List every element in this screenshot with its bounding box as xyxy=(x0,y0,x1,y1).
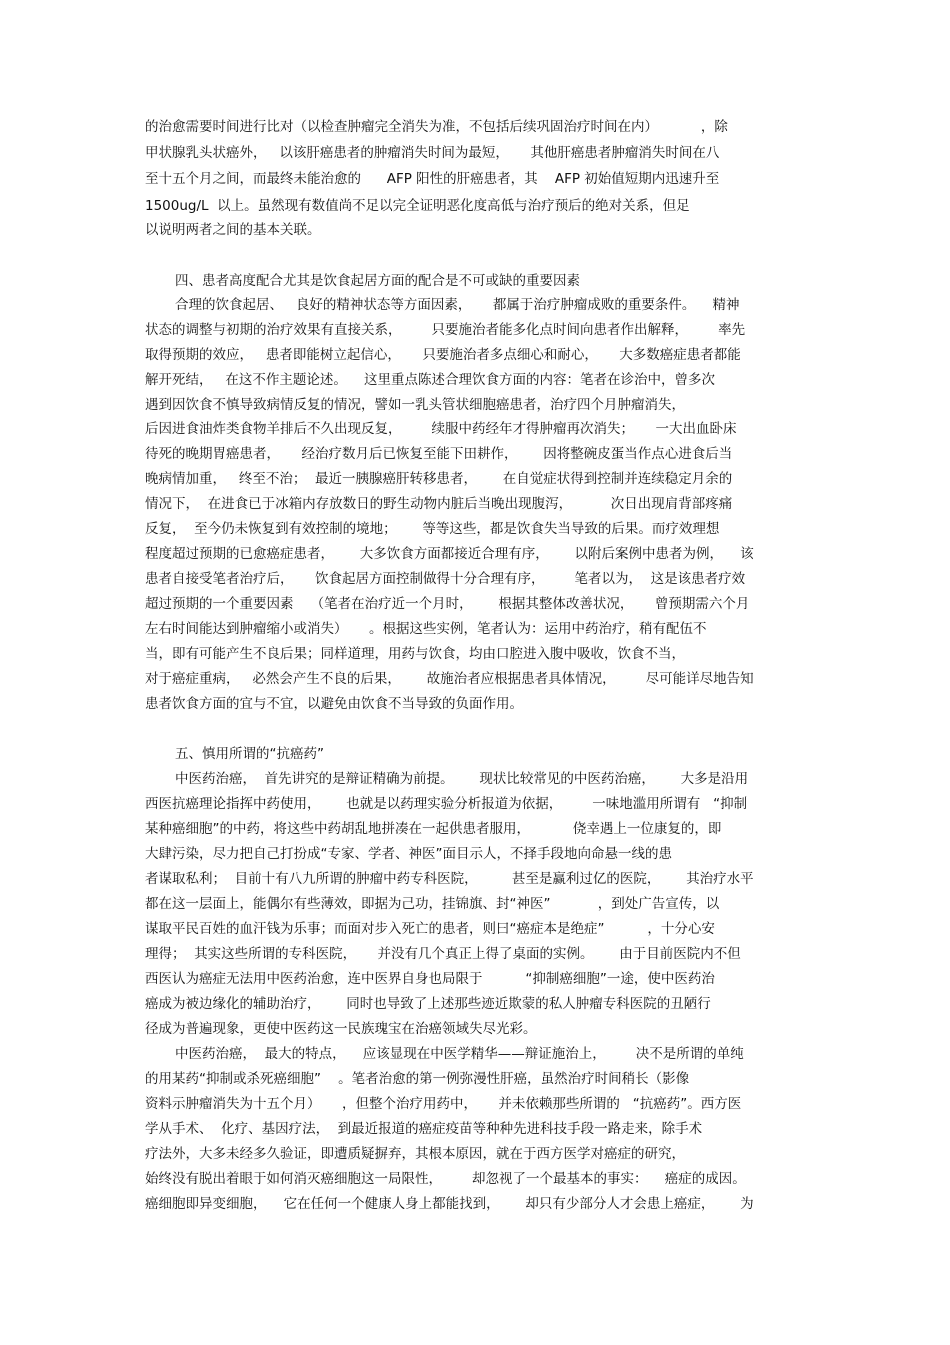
text-line: 径成为普遍现象，更使中医药这一民族瑰宝在治癌领域失尽光彩。 xyxy=(145,1021,537,1037)
section-heading: 五、慎用所谓的“抗癌药” xyxy=(175,746,324,762)
text-line: 后因进食油炸类食物羊排后不久出现反复， 续服中药经年才得肿瘤再次消失； 一大出血卧床 xyxy=(145,421,737,437)
text-line: 都在这一层面上，能偶尔有些薄效，即据为己功，挂锦旗、封“神医” ，到处广告宣传，以 xyxy=(145,896,720,912)
text-line: 患者自接受笔者治疗后， 饮食起居方面控制做得十分合理有序， 笔者以为， 这是该患者疗效 xyxy=(145,571,746,587)
text-line: 疗法外，大多未经多久验证，即遭质疑摒弃，其根本原因，就在于西方医学对癌症的研究， xyxy=(145,1146,685,1162)
text-line: 西医认为癌症无法用中医药治愈，连中医界自身也局限于 “抑制癌细胞”一途，使中医药治 xyxy=(145,971,715,987)
text-line: 状态的调整与初期的治疗效果有直接关系， 只要施治者能多化点时间向患者作出解释， 率先 xyxy=(145,322,746,338)
text-line: 大肆污染，尽力把自己打扮成“专家、学者、神医”面目示人，不择手段地向命悬一线的患 xyxy=(145,846,672,862)
section-heading: 四、患者高度配合尤其是饮食起居方面的配合是不可或缺的重要因素 xyxy=(175,273,580,289)
text-line: 癌成为被边缘化的辅助治疗， 同时也导致了上述那些迹近欺蒙的私人肿瘤专科医院的丑陋行 xyxy=(145,996,711,1012)
text-line: 解开死结， 在这不作主题论述。 这里重点陈述合理饮食方面的内容：笔者在诊治中，曾多次 xyxy=(145,372,716,388)
text-line: 对于癌症重病， 必然会产生不良的后果， 故施治者应根据患者具体情况， 尽可能详尽地告知 xyxy=(145,671,754,687)
text-line: 1500ug/L 以上。虽然现有数值尚不足以完全证明恶化度高低与治疗预后的绝对关系，但足 xyxy=(145,198,690,214)
text-line: 中医药治癌， 首先讲究的是辩证精确为前提。 现状比较常见的中医药治癌， 大多是沿用 xyxy=(175,771,749,787)
text-line: 遇到因饮食不慎导致病情反复的情况，譬如一乳头管状细胞癌患者，治疗四个月肿瘤消失， xyxy=(145,397,685,413)
text-line: 资料示肿瘤消失为十五个月） ，但整个治疗用药中， 并未依赖那些所谓的 “抗癌药”。西方医 xyxy=(145,1096,742,1112)
text-line: 至十五个月之间，而最终未能治愈的 AFP 阳性的肝癌患者，其 AFP 初始值短期内迅速升至 xyxy=(145,171,720,187)
text-line: 甲状腺乳头状癌外， 以该肝癌患者的肿瘤消失时间为最短， 其他肝癌患者肿瘤消失时间在八 xyxy=(145,145,720,161)
text-line: 左右时间能达到肿瘤缩小或消失） 。根据这些实例，笔者认为：运用中药治疗，稍有配伍不 xyxy=(145,621,707,637)
text-line: 理得； 其实这些所谓的专科医院， 并没有几个真正上得了桌面的实例。 由于目前医院内不但 xyxy=(145,946,741,962)
text-line: 谋取平民百姓的血汗钱为乐事；而面对步入死亡的患者，则曰“癌症本是绝症” ，十分心安 xyxy=(145,921,715,937)
text-line: 合理的饮食起居、 良好的精神状态等方面因素， 都属于治疗肿瘤成败的重要条件。 精神 xyxy=(175,297,740,313)
text-line: 程度超过预期的已愈癌症患者， 大多饮食方面都接近合理有序， 以附后案例中患者为例， 该 xyxy=(145,546,754,562)
text-line: 反复， 至今仍未恢复到有效控制的境地； 等等这些，都是饮食失当导致的后果。而疗效理想 xyxy=(145,521,720,537)
text-line: 西医抗癌理论指挥中药使用， 也就是以药理实验分析报道为依据， 一味地滥用所谓有 “抑制 xyxy=(145,796,748,812)
text-line: 的治愈需要时间进行比对（以检查肿瘤完全消失为准，不包括后续巩固治疗时间在内） ，除 xyxy=(145,119,728,135)
text-line: 晚病情加重， 终至不治； 最近一胰腺癌肝转移患者， 在自觉症状得到控制并连续稳定月余的 xyxy=(145,471,733,487)
text-line: 当，即有可能产生不良后果；同样道理，用药与饮食，均由口腔进入腹中吸收，饮食不当， xyxy=(145,646,685,662)
text-line: 的用某药“抑制或杀死癌细胞” 。笔者治愈的第一例弥漫性肝癌，虽然治疗时间稍长（影像 xyxy=(145,1071,690,1087)
text-line: 始终没有脱出着眼于如何消灭癌细胞这一局限性， 却忽视了一个最基本的事实： 癌症的成因。 xyxy=(145,1171,746,1187)
text-line: 超过预期的一个重要因素 （笔者在治疗近一个月时， 根据其整体改善状况， 曾预期需六个月 xyxy=(145,596,750,612)
text-line: 学从手术、 化疗、基因疗法， 到最近报道的癌症疫苗等种种先进科技手段一路走来，除手术 xyxy=(145,1121,703,1137)
text-line: 某种癌细胞”的中药，将这些中药胡乱地拼凑在一起供患者服用， 侥幸遇上一位康复的，即 xyxy=(145,821,722,837)
text-line: 以说明两者之间的基本关联。 xyxy=(145,222,321,238)
text-line: 取得预期的效应， 患者即能树立起信心， 只要施治者多点细心和耐心， 大多数癌症患者都能 xyxy=(145,347,741,363)
text-line: 者谋取私利； 目前十有八九所谓的肿瘤中药专科医院， 甚至是赢利过亿的医院， 其治疗水平 xyxy=(145,871,754,887)
text-line: 患者饮食方面的宜与不宜，以避免由饮食不当导致的负面作用。 xyxy=(145,696,523,712)
text-line: 情况下， 在进食已于冰箱内存放数日的野生动物内脏后当晚出现腹泻， 次日出现肩背部疼痛 xyxy=(145,496,733,512)
text-line: 癌细胞即异变细胞， 它在任何一个健康人身上都能找到， 却只有少部分人才会患上癌症， 为 xyxy=(145,1196,754,1212)
text-line: 待死的晚期胃癌患者， 经治疗数月后已恢复至能下田耕作， 因将整碗皮蛋当作点心进食后当 xyxy=(145,446,733,462)
text-line: 中医药治癌， 最大的特点， 应该显现在中医学精华——辩证施治上， 决不是所谓的单纯 xyxy=(175,1046,744,1062)
